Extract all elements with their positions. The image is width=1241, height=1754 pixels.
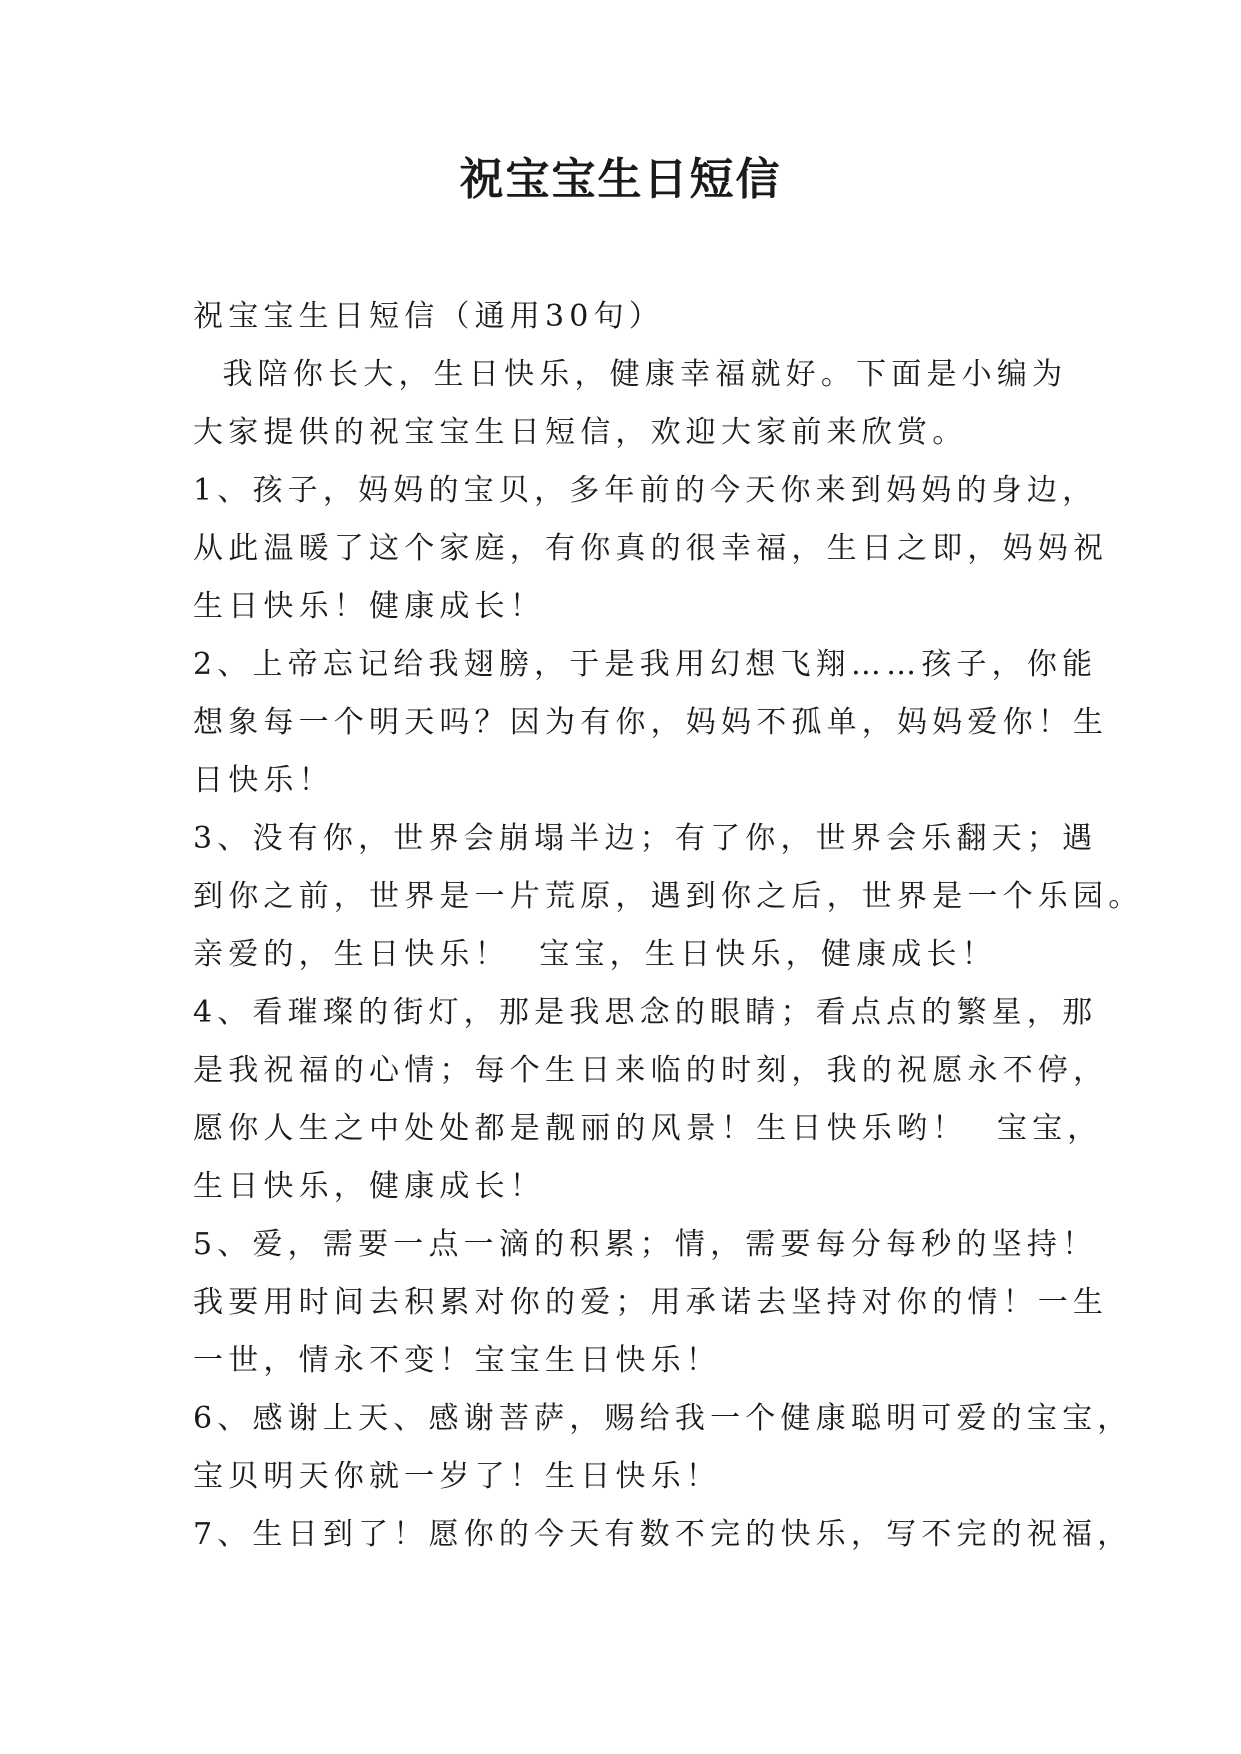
text-line: 愿你人生之中处处都是靓丽的风景！生日快乐哟！ 宝宝， [193, 1111, 1103, 1146]
text-line-intro-1: 我陪你长大，生日快乐，健康幸福就好。下面是小编为 [193, 357, 1068, 392]
text-line: 一世，情永不变！宝宝生日快乐！ [193, 1343, 721, 1378]
text-line: 生日快乐，健康成长！ [193, 1169, 545, 1204]
text-line: 亲爱的，生日快乐！ 宝宝，生日快乐，健康成长！ [193, 937, 997, 972]
text-line: 3、没有你，世界会崩塌半边；有了你，世界会乐翻天；遇 [193, 821, 1098, 856]
text-line: 日快乐！ [193, 763, 334, 798]
text-line: 是我祝福的心情；每个生日来临的时刻，我的祝愿永不停， [193, 1053, 1109, 1088]
document-title: 祝宝宝生日短信 [459, 154, 782, 205]
text-line: 到你之前，世界是一片荒原，遇到你之后，世界是一个乐园。 [193, 879, 1144, 914]
text-line-subtitle: 祝宝宝生日短信（通用30句） [193, 299, 664, 334]
text-line: 2、上帝忘记给我翅膀，于是我用幻想飞翔……孩子，你能 [193, 647, 1098, 682]
text-line: 想象每一个明天吗？因为有你，妈妈不孤单，妈妈爱你！生 [193, 705, 1109, 740]
text-line: 生日快乐！健康成长！ [193, 589, 545, 624]
text-line: 宝贝明天你就一岁了！生日快乐！ [193, 1459, 721, 1494]
text-line: 4、看璀璨的街灯，那是我思念的眼睛；看点点的繁星，那 [193, 995, 1098, 1030]
text-line: 7、生日到了！愿你的今天有数不完的快乐，写不完的祝福， [193, 1517, 1133, 1552]
text-line: 我要用时间去积累对你的爱；用承诺去坚持对你的情！一生 [193, 1285, 1109, 1320]
document-body [193, 288, 1144, 1564]
text-line-intro-2: 大家提供的祝宝宝生日短信，欢迎大家前来欣赏。 [193, 415, 968, 450]
text-line: 5、爱，需要一点一滴的积累；情，需要每分每秒的坚持！ [193, 1227, 1098, 1262]
text-line: 6、感谢上天、感谢菩萨，赐给我一个健康聪明可爱的宝宝， [193, 1401, 1133, 1436]
text-line: 从此温暖了这个家庭，有你真的很幸福，生日之即，妈妈祝 [193, 531, 1109, 566]
text-line: 1、孩子，妈妈的宝贝，多年前的今天你来到妈妈的身边， [193, 473, 1098, 508]
